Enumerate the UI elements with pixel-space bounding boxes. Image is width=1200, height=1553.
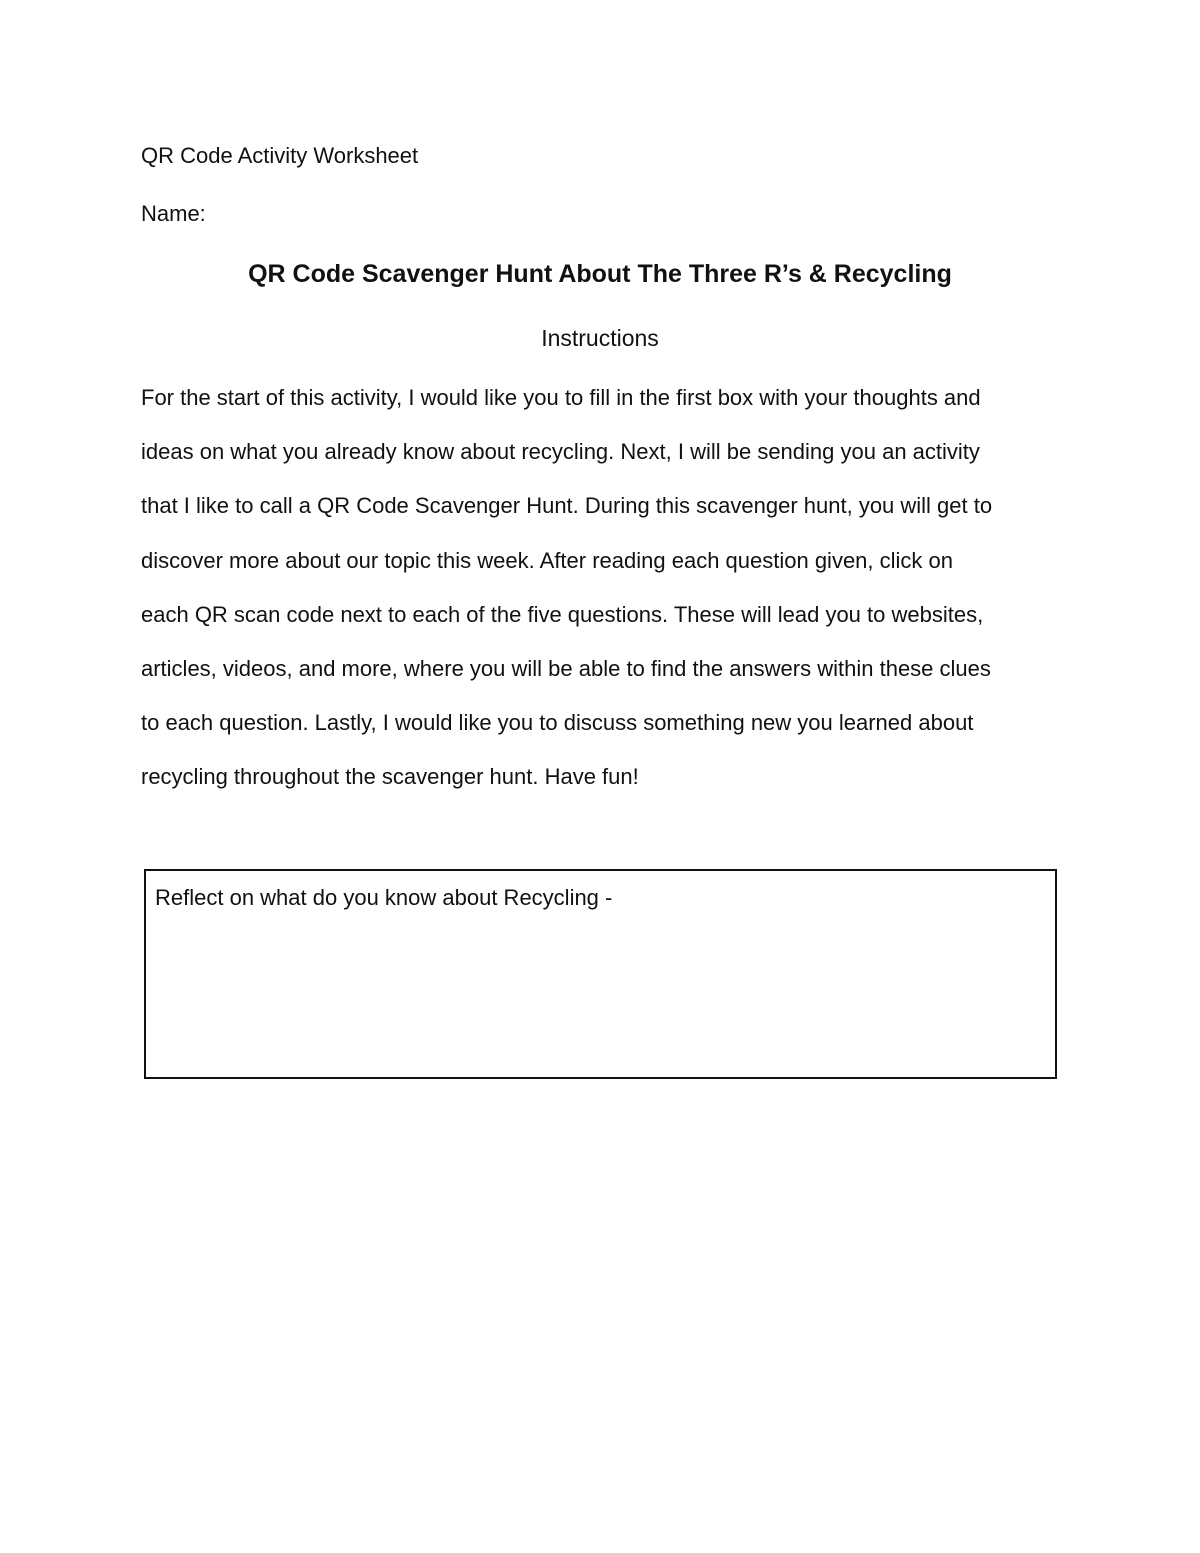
instructions-line: to each question. Lastly, I would like you to discuss something new you learned about xyxy=(141,710,974,736)
instructions-line: articles, videos, and more, where you will be able to find the answers within these clues xyxy=(141,656,991,682)
instructions-paragraph xyxy=(141,371,1061,805)
instructions-line: that I like to call a QR Code Scavenger Hunt. During this scavenger hunt, you will get to xyxy=(141,493,993,519)
instructions-heading: Instructions xyxy=(541,325,659,351)
name-label: Name: xyxy=(141,201,206,226)
instructions-line: For the start of this activity, I would like you to fill in the first box with your thoughts and xyxy=(141,385,981,410)
instructions-line: discover more about our topic this week. After reading each question given, click on xyxy=(141,547,954,573)
instructions-line: ideas on what you already know about recycling. Next, I will be sending you an activity xyxy=(141,439,980,465)
instructions-line: recycling throughout the scavenger hunt. Have fun! xyxy=(141,764,639,790)
reflection-prompt: Reflect on what do you know about Recycling - xyxy=(155,885,613,910)
instructions-line: each QR scan code next to each of the five questions. These will lead you to websites, xyxy=(141,601,984,627)
reflection-box[interactable] xyxy=(144,869,1057,1079)
page-title: QR Code Scavenger Hunt About The Three R’s & Recycling xyxy=(248,260,952,288)
document-label: QR Code Activity Worksheet xyxy=(141,143,419,168)
